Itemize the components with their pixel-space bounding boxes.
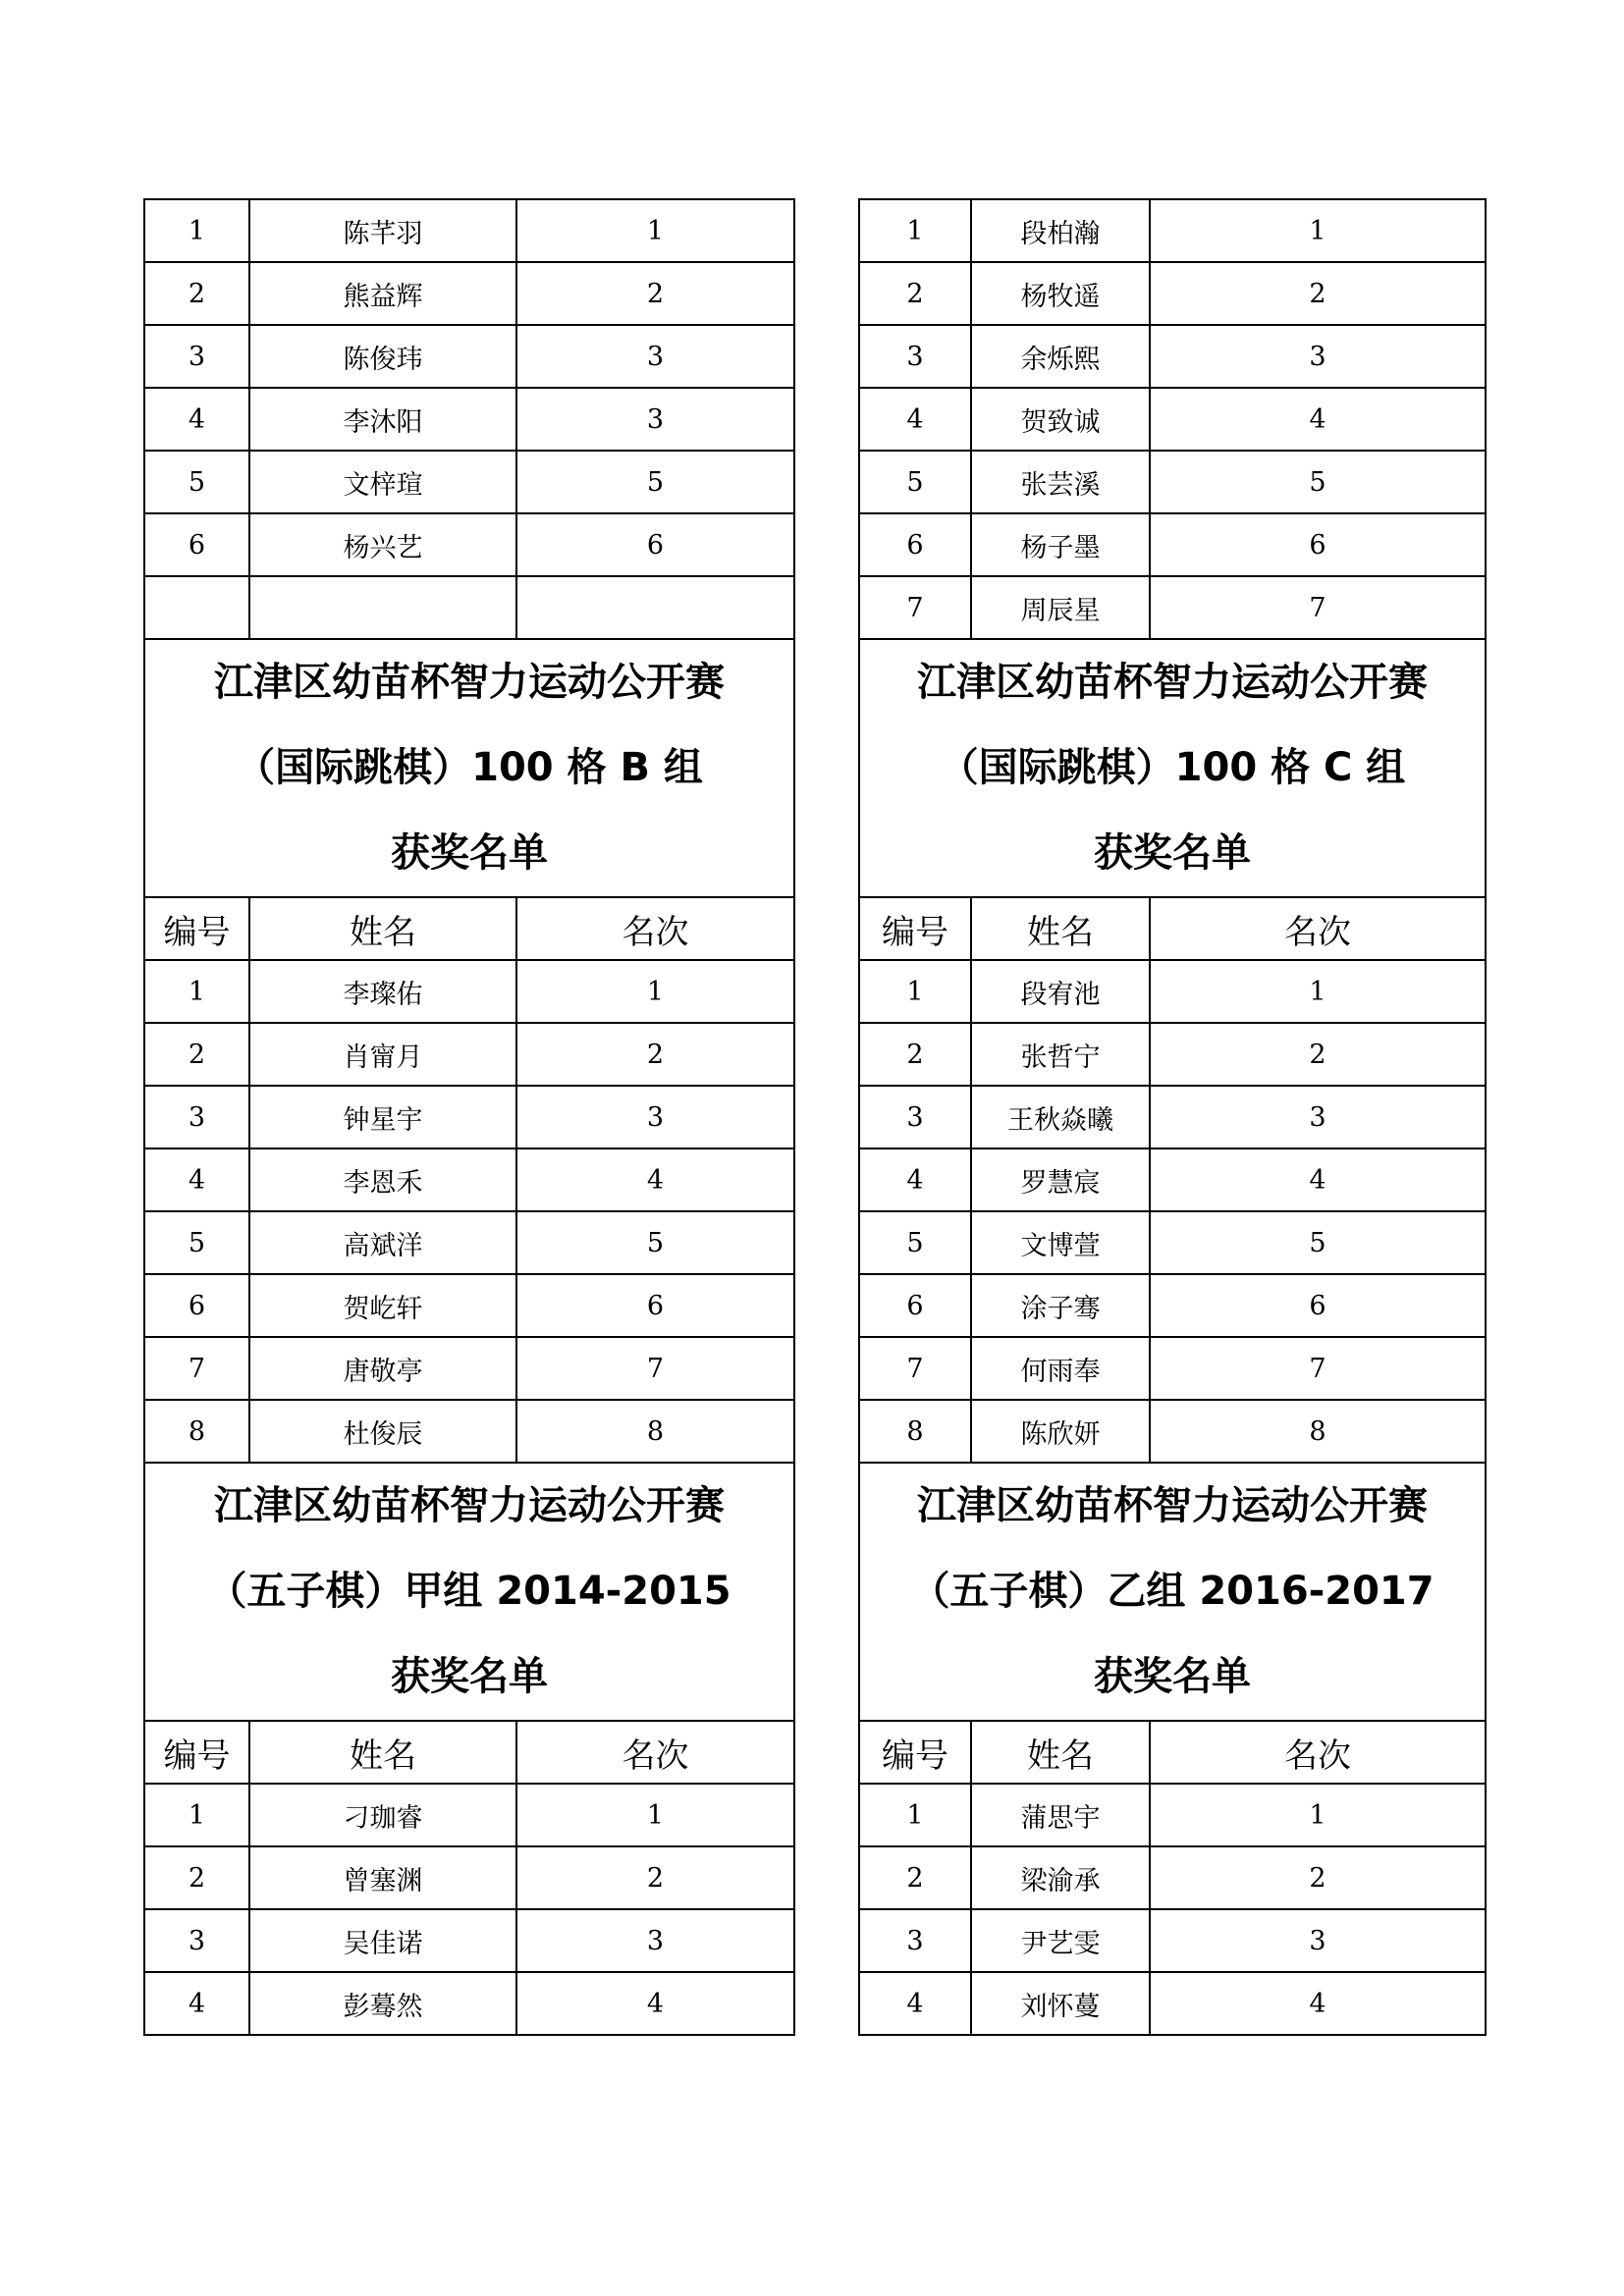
title-line: （五子棋）乙组 2016-2017 xyxy=(910,1569,1435,1614)
cell-name: 文博萱 xyxy=(971,1211,1150,1274)
title-line: （国际跳棋）100 格 C 组 xyxy=(939,745,1406,790)
table-row xyxy=(144,1784,794,1846)
header-row xyxy=(859,1721,1486,1784)
cell-number: 3 xyxy=(144,325,249,388)
header-rank: 名次 xyxy=(1150,1721,1486,1784)
table-row xyxy=(144,1148,794,1211)
cell-rank: 3 xyxy=(516,1086,794,1148)
title-line: 获奖名单 xyxy=(1094,1654,1251,1699)
cell-number: 1 xyxy=(144,199,249,262)
cell-number: 8 xyxy=(859,1400,971,1463)
cell-name: 陈俊玮 xyxy=(249,325,516,388)
header-number: 编号 xyxy=(144,897,249,960)
cell-rank: 3 xyxy=(1150,325,1486,388)
title-line: 江津区幼苗杯智力运动公开赛 xyxy=(917,1483,1428,1528)
cell-name: 李璨佑 xyxy=(249,960,516,1023)
table-row xyxy=(859,1086,1486,1148)
cell-name: 唐敬亭 xyxy=(249,1337,516,1400)
header-name: 姓名 xyxy=(971,1721,1150,1784)
table-row xyxy=(144,199,794,262)
table-row xyxy=(859,1337,1486,1400)
cell-rank: 5 xyxy=(516,451,794,513)
cell-rank: 1 xyxy=(1150,199,1486,262)
table-row xyxy=(859,1909,1486,1972)
header-row xyxy=(144,1721,794,1784)
cell-rank: 3 xyxy=(1150,1909,1486,1972)
table-row xyxy=(144,325,794,388)
cell-rank: 2 xyxy=(1150,1023,1486,1086)
cell-number: 6 xyxy=(144,1274,249,1337)
cell-name: 张芸溪 xyxy=(971,451,1150,513)
cell-name: 陈欣妍 xyxy=(971,1400,1150,1463)
cell-rank: 8 xyxy=(1150,1400,1486,1463)
cell-rank: 7 xyxy=(516,1337,794,1400)
table-row xyxy=(144,262,794,325)
cell-name: 刘怀蔓 xyxy=(971,1972,1150,2035)
table-row xyxy=(144,451,794,513)
cell-number: 5 xyxy=(859,1211,971,1274)
title-line: 江津区幼苗杯智力运动公开赛 xyxy=(917,660,1428,705)
cell-number: 5 xyxy=(144,1211,249,1274)
cell-number: 7 xyxy=(859,576,971,639)
right-column xyxy=(858,198,1487,2036)
table-row xyxy=(859,199,1486,262)
cell-rank: 4 xyxy=(1150,388,1486,451)
section-title xyxy=(859,639,1486,897)
cell-number: 1 xyxy=(144,960,249,1023)
cell-name: 涂子骞 xyxy=(971,1274,1150,1337)
section-title-row xyxy=(859,639,1486,897)
cell-number: 1 xyxy=(859,199,971,262)
cell-name: 贺屹轩 xyxy=(249,1274,516,1337)
table-row xyxy=(144,1972,794,2035)
cell-rank: 1 xyxy=(516,960,794,1023)
cell-number: 7 xyxy=(144,1337,249,1400)
cell-name: 李恩禾 xyxy=(249,1148,516,1211)
cell-number: 4 xyxy=(144,1972,249,2035)
cell-name: 李沐阳 xyxy=(249,388,516,451)
cell-name: 钟星宇 xyxy=(249,1086,516,1148)
cell-rank: 5 xyxy=(1150,451,1486,513)
cell-name: 高斌洋 xyxy=(249,1211,516,1274)
cell-rank: 3 xyxy=(516,388,794,451)
table-row xyxy=(144,1211,794,1274)
header-rank: 名次 xyxy=(516,897,794,960)
cell-rank: 3 xyxy=(1150,1086,1486,1148)
title-line: 江津区幼苗杯智力运动公开赛 xyxy=(214,1483,725,1528)
cell-rank: 8 xyxy=(516,1400,794,1463)
cell-rank: 5 xyxy=(516,1211,794,1274)
title-line: （五子棋）甲组 2014-2015 xyxy=(207,1569,731,1614)
header-rank: 名次 xyxy=(516,1721,794,1784)
cell-rank: 3 xyxy=(516,1909,794,1972)
section-title-row xyxy=(859,1463,1486,1721)
table-row xyxy=(859,262,1486,325)
cell-number: 1 xyxy=(859,960,971,1023)
table-row xyxy=(859,576,1486,639)
header-number: 编号 xyxy=(859,1721,971,1784)
table-row xyxy=(859,1274,1486,1337)
header-name: 姓名 xyxy=(971,897,1150,960)
table-row xyxy=(859,1784,1486,1846)
header-name: 姓名 xyxy=(249,1721,516,1784)
cell-rank: 2 xyxy=(516,1846,794,1909)
cell-name: 吴佳诺 xyxy=(249,1909,516,1972)
cell-number: 4 xyxy=(144,388,249,451)
cell-name: 文梓瑄 xyxy=(249,451,516,513)
table-row xyxy=(144,1846,794,1909)
header-rank: 名次 xyxy=(1150,897,1486,960)
cell-rank: 1 xyxy=(1150,1784,1486,1846)
table-row xyxy=(144,1909,794,1972)
table-row xyxy=(859,325,1486,388)
cell-number: 8 xyxy=(144,1400,249,1463)
table-row xyxy=(859,1846,1486,1909)
cell-number: 3 xyxy=(859,1909,971,1972)
cell-rank: 7 xyxy=(1150,1337,1486,1400)
cell-rank: 6 xyxy=(516,513,794,576)
title-line: 获奖名单 xyxy=(391,1654,548,1699)
cell-name: 罗慧宸 xyxy=(971,1148,1150,1211)
table-row xyxy=(859,1211,1486,1274)
cell-number: 6 xyxy=(144,513,249,576)
cell-rank: 2 xyxy=(1150,1846,1486,1909)
cell-rank: 6 xyxy=(1150,1274,1486,1337)
cell-number: 2 xyxy=(144,1846,249,1909)
cell-number: 4 xyxy=(144,1148,249,1211)
right-results-table xyxy=(858,198,1487,2036)
cell-rank: 2 xyxy=(516,262,794,325)
cell-rank xyxy=(516,576,794,639)
header-row xyxy=(859,897,1486,960)
cell-number: 3 xyxy=(859,325,971,388)
cell-rank: 4 xyxy=(516,1972,794,2035)
cell-rank: 2 xyxy=(1150,262,1486,325)
cell-name: 肖甯月 xyxy=(249,1023,516,1086)
cell-rank: 1 xyxy=(1150,960,1486,1023)
table-row xyxy=(144,1274,794,1337)
cell-number: 3 xyxy=(144,1909,249,1972)
cell-rank: 4 xyxy=(516,1148,794,1211)
cell-name: 杨兴艺 xyxy=(249,513,516,576)
cell-number: 2 xyxy=(859,1846,971,1909)
cell-rank: 5 xyxy=(1150,1211,1486,1274)
table-row xyxy=(859,1023,1486,1086)
cell-rank: 6 xyxy=(1150,513,1486,576)
section-title xyxy=(859,1463,1486,1721)
cell-number: 2 xyxy=(144,262,249,325)
cell-number: 7 xyxy=(859,1337,971,1400)
cell-number: 4 xyxy=(859,388,971,451)
table-row xyxy=(859,1400,1486,1463)
left-results-table xyxy=(143,198,795,2036)
cell-number: 2 xyxy=(859,262,971,325)
cell-number: 4 xyxy=(859,1148,971,1211)
cell-name: 杨牧遥 xyxy=(971,262,1150,325)
cell-name: 曾塞渊 xyxy=(249,1846,516,1909)
table-row xyxy=(859,388,1486,451)
cell-number: 5 xyxy=(859,451,971,513)
cell-name: 梁渝承 xyxy=(971,1846,1150,1909)
cell-name: 段柏瀚 xyxy=(971,199,1150,262)
table-row xyxy=(144,960,794,1023)
cell-name: 彭蓦然 xyxy=(249,1972,516,2035)
section-title-row xyxy=(144,639,794,897)
cell-name: 尹艺雯 xyxy=(971,1909,1150,1972)
cell-name: 刁珈睿 xyxy=(249,1784,516,1846)
title-line: 江津区幼苗杯智力运动公开赛 xyxy=(214,660,725,705)
section-title-row xyxy=(144,1463,794,1721)
cell-number: 5 xyxy=(144,451,249,513)
left-column xyxy=(143,198,795,2036)
table-row xyxy=(144,388,794,451)
section-title xyxy=(144,639,794,897)
cell-name: 张哲宁 xyxy=(971,1023,1150,1086)
cell-name: 周辰星 xyxy=(971,576,1150,639)
cell-name: 余烁熙 xyxy=(971,325,1150,388)
cell-number: 3 xyxy=(859,1086,971,1148)
cell-rank: 7 xyxy=(1150,576,1486,639)
header-number: 编号 xyxy=(144,1721,249,1784)
cell-rank: 3 xyxy=(516,325,794,388)
table-row xyxy=(859,1148,1486,1211)
cell-name: 杜俊辰 xyxy=(249,1400,516,1463)
table-row xyxy=(144,1023,794,1086)
cell-number xyxy=(144,576,249,639)
cell-number: 6 xyxy=(859,1274,971,1337)
cell-number: 1 xyxy=(144,1784,249,1846)
title-line: 获奖名单 xyxy=(1094,830,1251,876)
cell-number: 2 xyxy=(859,1023,971,1086)
cell-name xyxy=(249,576,516,639)
cell-number: 6 xyxy=(859,513,971,576)
cell-name: 何雨奉 xyxy=(971,1337,1150,1400)
table-row xyxy=(859,960,1486,1023)
cell-number: 4 xyxy=(859,1972,971,2035)
cell-name: 陈芊羽 xyxy=(249,199,516,262)
cell-number: 2 xyxy=(144,1023,249,1086)
section-title xyxy=(144,1463,794,1721)
cell-name: 段宥池 xyxy=(971,960,1150,1023)
cell-rank: 2 xyxy=(516,1023,794,1086)
table-row xyxy=(859,451,1486,513)
cell-number: 3 xyxy=(144,1086,249,1148)
title-line: 获奖名单 xyxy=(391,830,548,876)
table-row xyxy=(144,1337,794,1400)
table-row xyxy=(144,1086,794,1148)
cell-rank: 1 xyxy=(516,1784,794,1846)
cell-name: 王秋焱曦 xyxy=(971,1086,1150,1148)
header-number: 编号 xyxy=(859,897,971,960)
table-row xyxy=(144,1400,794,1463)
table-row xyxy=(144,513,794,576)
cell-name: 蒲思宇 xyxy=(971,1784,1150,1846)
table-row xyxy=(859,513,1486,576)
cell-rank: 6 xyxy=(516,1274,794,1337)
cell-number: 1 xyxy=(859,1784,971,1846)
header-name: 姓名 xyxy=(249,897,516,960)
cell-rank: 4 xyxy=(1150,1972,1486,2035)
cell-name: 熊益辉 xyxy=(249,262,516,325)
cell-name: 贺致诚 xyxy=(971,388,1150,451)
header-row xyxy=(144,897,794,960)
cell-rank: 1 xyxy=(516,199,794,262)
cell-name: 杨子墨 xyxy=(971,513,1150,576)
table-row-empty xyxy=(144,576,794,639)
title-line: （国际跳棋）100 格 B 组 xyxy=(236,745,703,790)
table-row xyxy=(859,1972,1486,2035)
cell-rank: 4 xyxy=(1150,1148,1486,1211)
